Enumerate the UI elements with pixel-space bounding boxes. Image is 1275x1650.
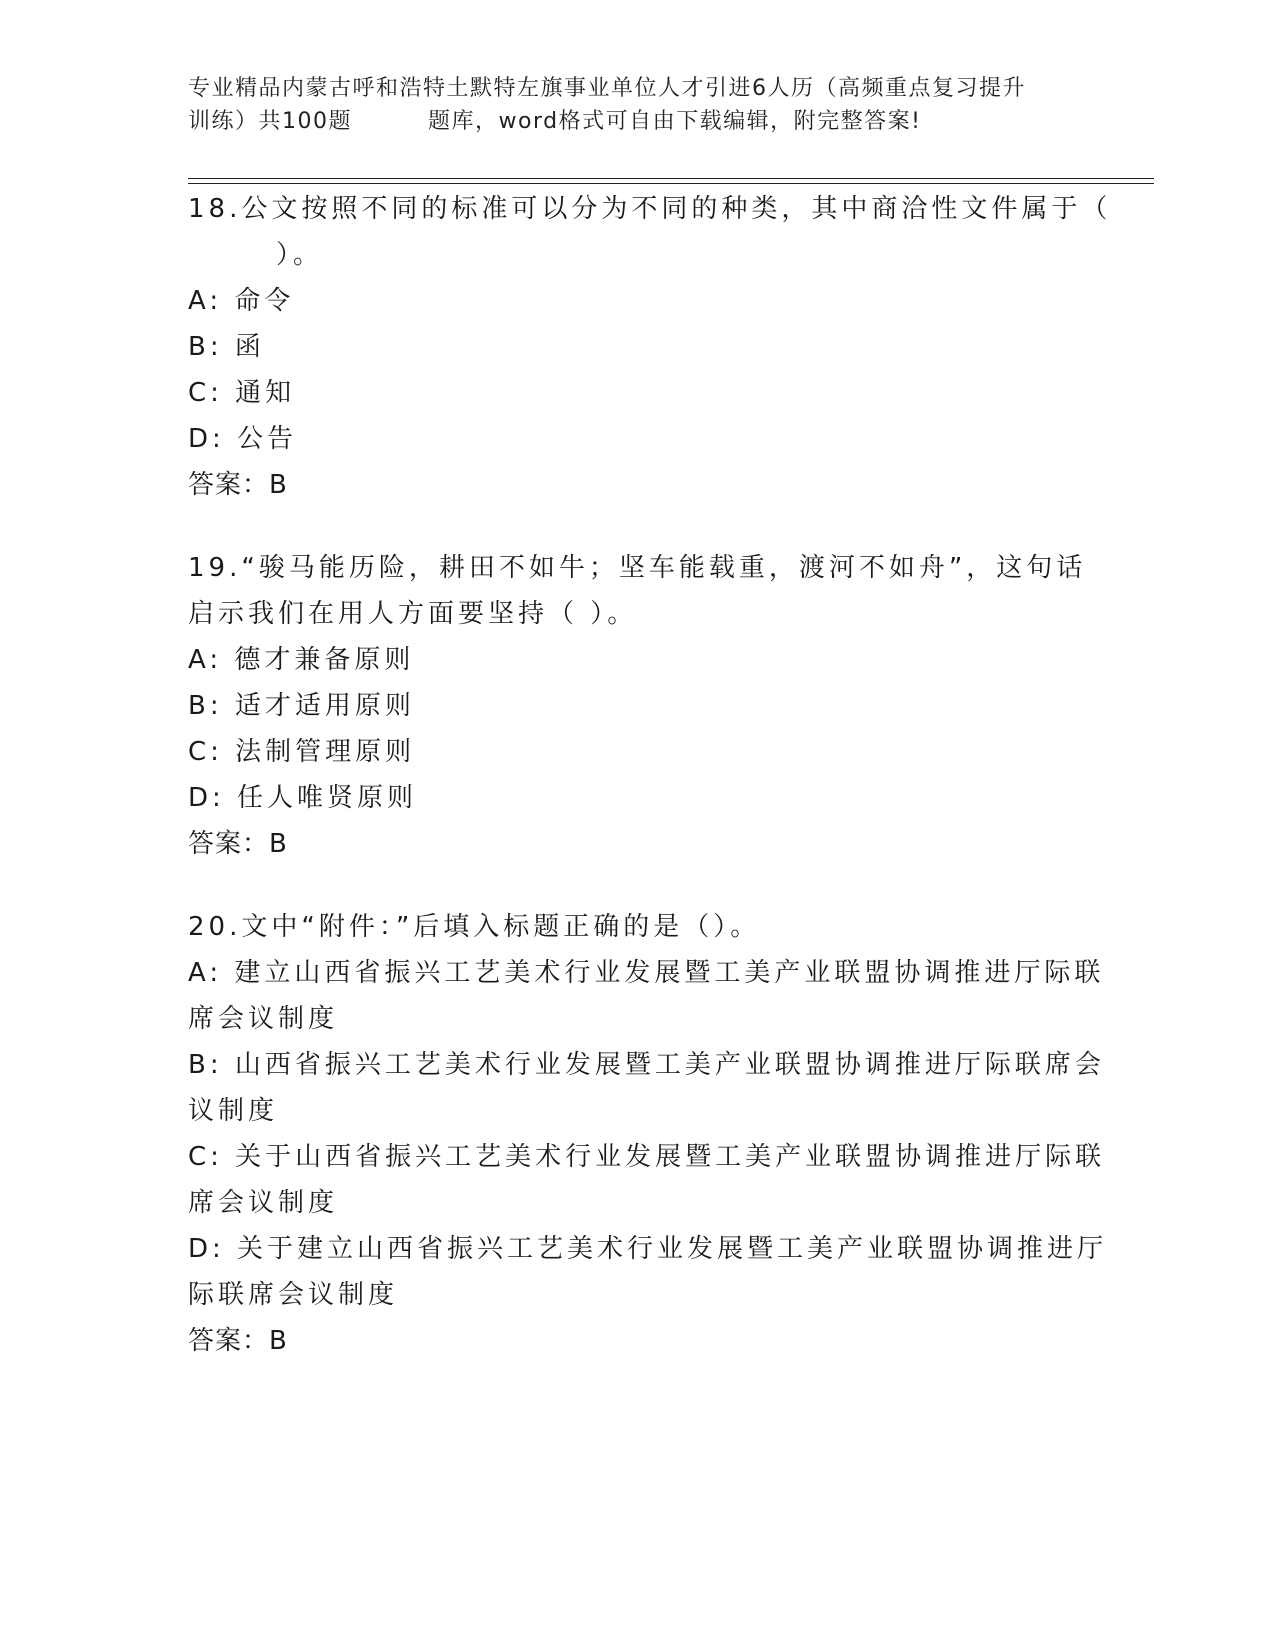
option-d: D: 任人唯贤原则 <box>188 783 418 813</box>
option-d: D: 关于建立山西省振兴工艺美术行业发展暨工美产业联盟协调推进厅 <box>188 1234 1108 1264</box>
header-title-part-a: 训练）共100题 <box>188 109 352 134</box>
question-stem: 18.公文按照不同的标准可以分为不同的种类，其中商洽性文件属于（ <box>188 194 1112 224</box>
option-a: A: 建立山西省振兴工艺美术行业发展暨工美产业联盟协调推进厅际联 <box>188 958 1105 988</box>
option-b: B: 函 <box>188 332 265 362</box>
option-d: D: 公告 <box>188 424 298 454</box>
option-a-continued: 席会议制度 <box>188 1004 339 1034</box>
question-stem: 20.文中“附件：”后填入标题正确的是（）。 <box>188 912 761 942</box>
question-18 <box>188 186 1112 508</box>
question-20 <box>188 904 1108 1364</box>
option-c-continued: 席会议制度 <box>188 1188 339 1218</box>
question-stem-continued: ）。 <box>276 240 324 270</box>
option-d-continued: 际联席会议制度 <box>188 1280 399 1310</box>
header-divider-top <box>188 178 1154 179</box>
header-title-part-b: 题库，word格式可自由下载编辑，附完整答案! <box>428 109 922 134</box>
question-stem: 19.“骏马能历险，耕田不如牛；坚车能载重，渡河不如舟”，这句话 <box>188 553 1087 583</box>
option-c: C: 关于山西省振兴工艺美术行业发展暨工美产业联盟协调推进厅际联 <box>188 1142 1106 1172</box>
question-stem-continued: 启示我们在用人方面要坚持（ ）。 <box>188 599 638 629</box>
option-c: C: 法制管理原则 <box>188 737 416 767</box>
document-header <box>188 72 1088 138</box>
option-a: A: 德才兼备原则 <box>188 645 415 675</box>
option-c: C: 通知 <box>188 378 296 408</box>
option-b-continued: 议制度 <box>188 1096 279 1126</box>
answer: 答案：B <box>188 1326 288 1356</box>
question-19 <box>188 545 1088 867</box>
header-divider-bottom <box>188 183 1154 184</box>
option-a: A: 命令 <box>188 286 295 316</box>
header-title-line2 <box>188 105 1088 138</box>
answer: 答案：B <box>188 470 288 500</box>
header-title-line1: 专业精品内蒙古呼和浩特土默特左旗事业单位人才引进6人历（高频重点复习提升 <box>188 76 1026 101</box>
answer: 答案：B <box>188 829 288 859</box>
option-b: B: 山西省振兴工艺美术行业发展暨工美产业联盟协调推进厅际联席会 <box>188 1050 1105 1080</box>
option-b: B: 适才适用原则 <box>188 691 415 721</box>
